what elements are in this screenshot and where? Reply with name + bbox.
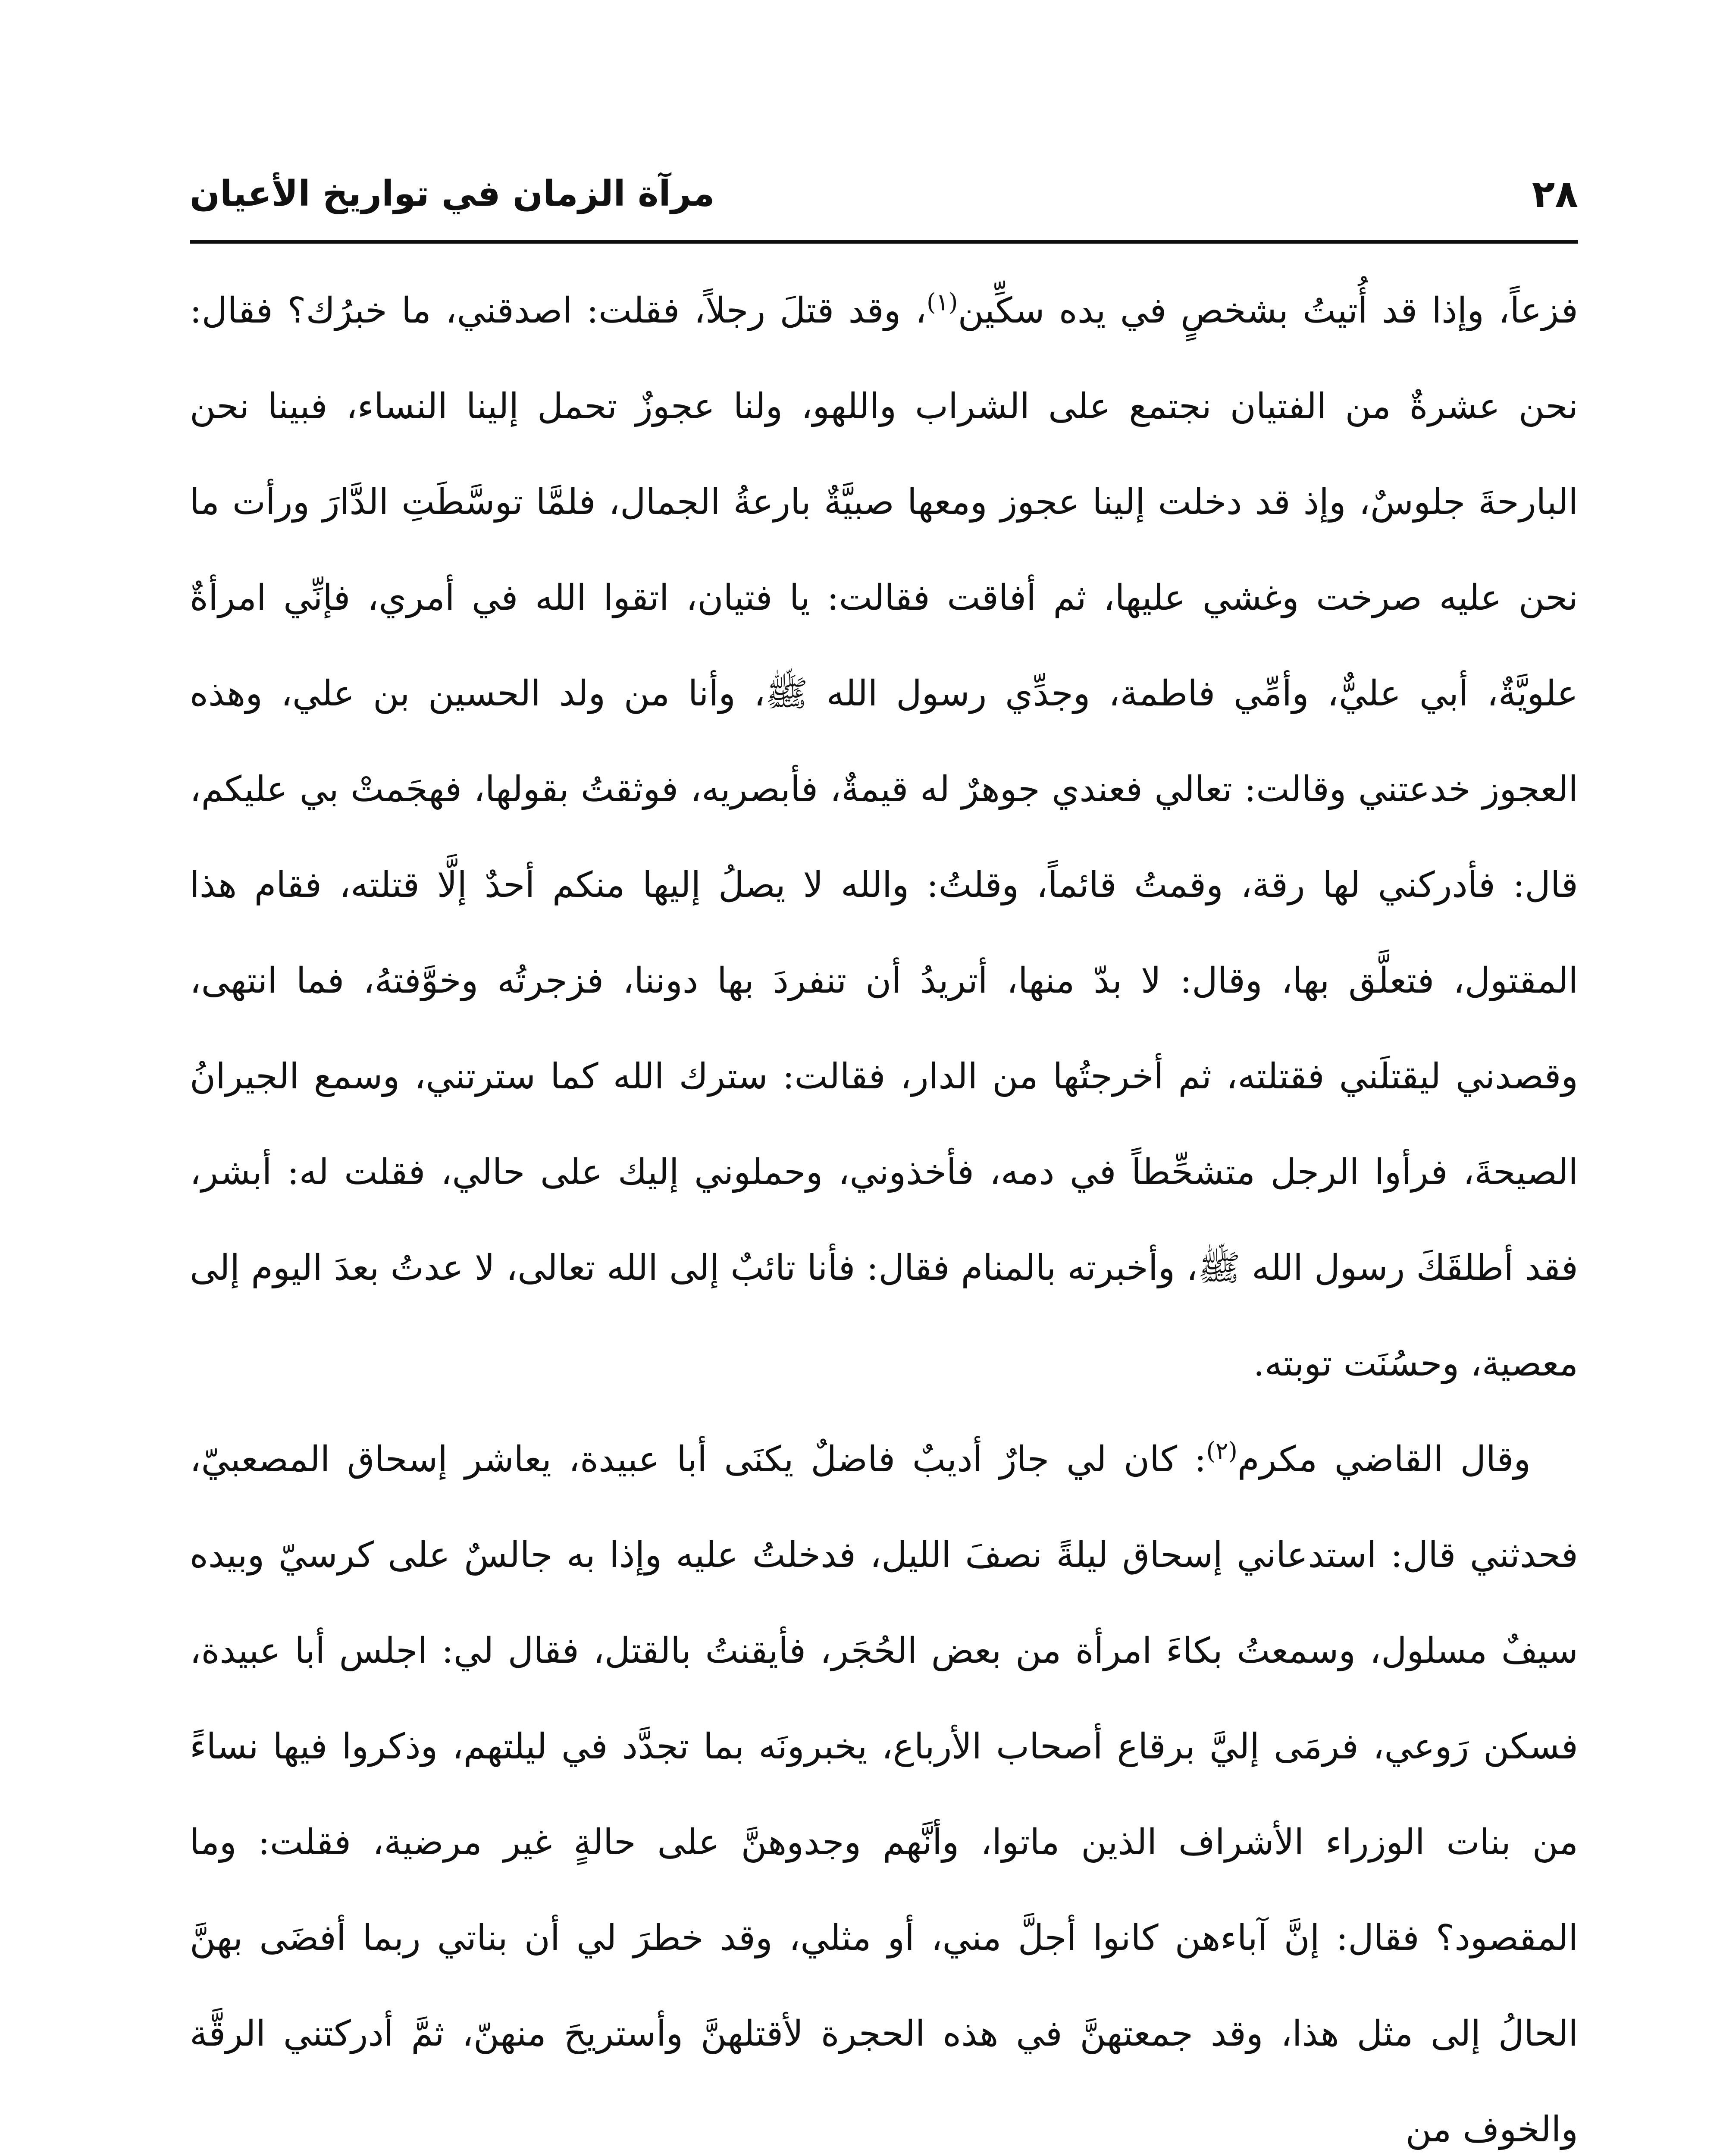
page-number: ٢٨ [1532, 172, 1578, 216]
footnote-ref-2: (٢) [1206, 1437, 1237, 1465]
paragraph-1-start: فزعاً، وإذا قد أُتيتُ بشخصٍ في يده سكِّين [958, 290, 1578, 331]
paragraph-2 [190, 1412, 1578, 2156]
paragraph-1-rest: ، وقد قتلَ رجلاً، فقلت: اصدقني، ما خبرُك؟ فقال: نحن عشرةٌ من الفتيان نجتمع على الشراب واللهو، ولنا عجوزٌ تحمل إلينا النساء، فبينا نحن البارحةَ جلوسٌ، وإذ قد دخلت إلينا عجوز ومعها صبيَّةٌ بارعةُ الجمال، فلمَّا توسَّطَتِ الدَّارَ ورأت ما نحن عليه صرخت وغشي عليها، ثم أفاقت فقالت: يا فتيان، اتقوا الله في أمري، فإنِّي امرأةٌ علويَّةٌ، أبي عليٌّ، وأمِّي فاطمة، وجدِّي رسول الله ﷺ، وأنا من ولد الحسين بن علي، وهذه العجوز خدعتني وقالت: تعالي فعندي جوهرٌ له قيمةٌ، فأبصريه، فوثقتُ بقولها، فهجَمتْ بي عليكم، قال: فأدركني لها رقة، وقمتُ قائماً، وقلتُ: والله لا يصلُ إليها منكم أحدٌ إلَّا قتلته، فقام هذا المقتول، فتعلَّق بها، وقال: لا بدّ منها، أتريدُ أن تنفردَ بها دوننا، فزجرتُه وخوَّفتهُ، فما انتهى، وقصدني ليقتلَني فقتلته، ثم أخرجتُها من الدار، فقالت: سترك الله كما سترتني، وسمع الجيرانُ الصيحةَ، فرأوا الرجل متشحِّطاً في دمه، فأخذوني، وحملوني إليك على حالي، فقلت له: أبشر، فقد أطلقَكَ رسول الله ﷺ، وأخبرته بالمنام فقال: فأنا تائبٌ إلى الله تعالى، لا عدتُ بعدَ اليوم إلى معصية، وحسُنَت توبته. [190, 290, 1578, 1384]
paragraph-1 [190, 263, 1578, 1412]
running-title: مرآة الزمان في تواريخ الأعيان [190, 173, 715, 214]
page-header [190, 164, 1578, 233]
main-text [190, 263, 1578, 2156]
header-rule [190, 240, 1578, 244]
footnote-ref-1: (١) [926, 288, 958, 316]
paragraph-2-start: وقال القاضي مكرم [1237, 1439, 1531, 1480]
paragraph-2-rest: : كان لي جارٌ أديبٌ فاضلٌ يكنَى أبا عبيدة، يعاشر إسحاق المصعبيّ، فحدثني قال: استدعاني إسحاق ليلةً نصفَ الليل، فدخلتُ عليه وإذا به جالسٌ على كرسيّ وبيده سيفٌ مسلول، وسمعتُ بكاءَ امرأة من بعض الحُجَر، فأيقنتُ بالقتل، فقال لي: اجلس أبا عبيدة، فسكن رَوعي، فرمَى إليَّ برقاع أصحاب الأرباع، يخبرونَه بما تجدَّد في ليلتهم، وذكروا فيها نساءً من بنات الوزراء الأشراف الذين ماتوا، وأنَّهم وجدوهنَّ على حالةٍ غير مرضية، فقلت: وما المقصود؟ فقال: إنَّ آباءهن كانوا أجلَّ مني، أو مثلي، وقد خطرَ لي أن بناتي ربما أفضَى بهنَّ الحالُ إلى مثل هذا، وقد جمعتهنَّ في هذه الحجرة لأقتلهنَّ وأستريحَ منهنّ، ثمَّ أدركتني الرقَّة والخوف من [190, 1439, 1578, 2150]
